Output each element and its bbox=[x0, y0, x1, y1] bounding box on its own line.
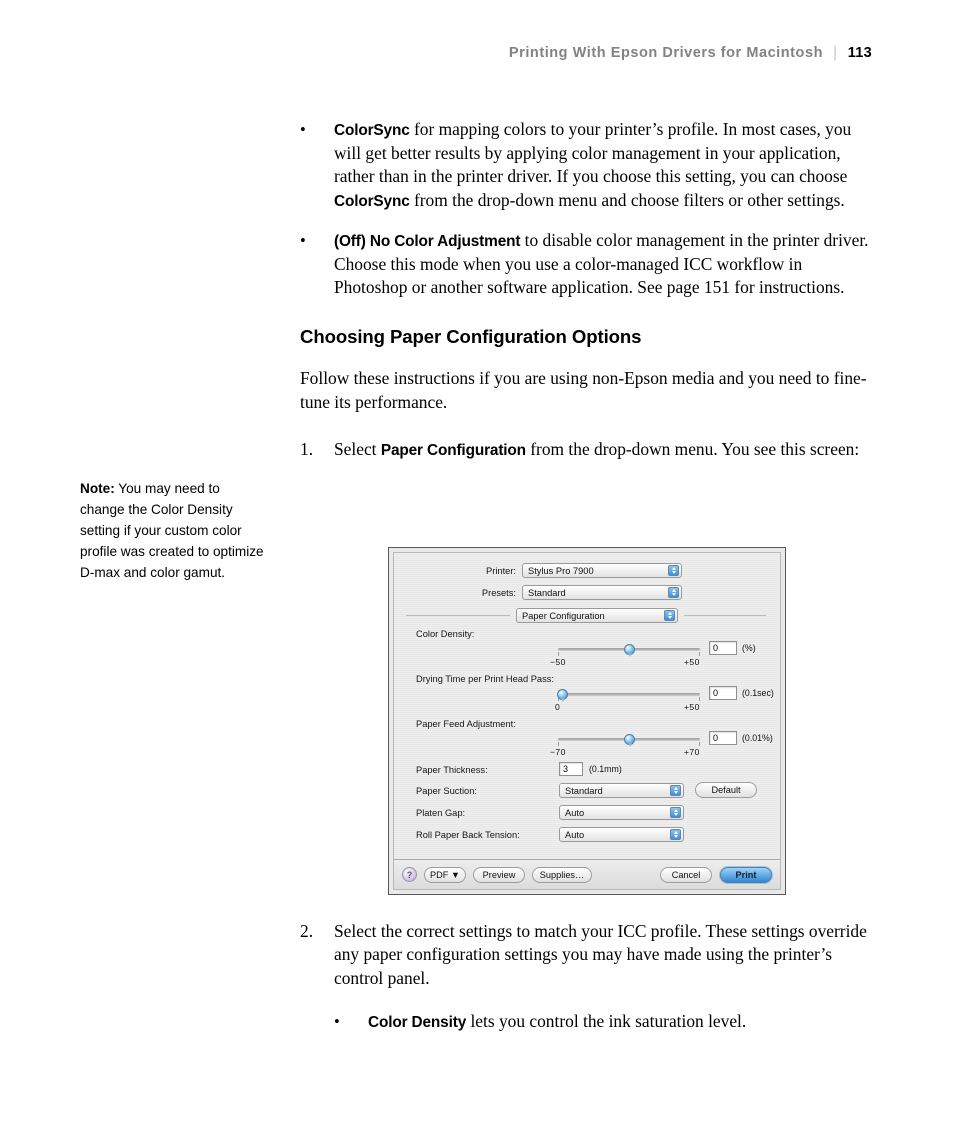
pane-select[interactable] bbox=[516, 608, 678, 623]
print-button[interactable]: Print bbox=[720, 867, 772, 883]
supplies-button[interactable]: Supplies… bbox=[532, 867, 592, 883]
roll-tension-value: Auto bbox=[565, 829, 585, 840]
paper-thickness-input[interactable] bbox=[559, 762, 583, 776]
ui-term: (Off) No Color Adjustment bbox=[334, 232, 521, 250]
bullet-text-body: to disable color management in the printer driver. Choose this mode when you use a color-managed ICC workflow in Photoshop or another software application. See page 151 for instructions. bbox=[334, 229, 869, 298]
list-item bbox=[300, 118, 878, 213]
slider-tick-min bbox=[558, 742, 559, 746]
print-dialog-body bbox=[394, 553, 780, 859]
platen-gap-label: Platen Gap: bbox=[416, 808, 466, 818]
paper-suction-label: Paper Suction: bbox=[416, 786, 477, 796]
chevron-updown-icon bbox=[668, 565, 679, 576]
step-number: 2. bbox=[300, 921, 314, 941]
section-heading: Choosing Paper Configuration Options bbox=[300, 326, 642, 348]
step-text-before: Select bbox=[334, 439, 381, 460]
presets-select-value: Standard bbox=[528, 587, 566, 598]
roll-tension-select[interactable] bbox=[559, 827, 684, 842]
step-text: Select the correct settings to match your ICC profile. These settings override any paper configuration settings you may have made using the printer’s control panel. bbox=[334, 921, 867, 988]
paper-suction-value: Standard bbox=[565, 785, 603, 796]
numbered-step-1 bbox=[300, 438, 878, 462]
footer-left-buttons bbox=[402, 867, 592, 883]
bullet-marker: • bbox=[300, 230, 306, 250]
numbered-step-2 bbox=[300, 920, 878, 990]
chevron-updown-icon bbox=[670, 829, 681, 840]
printer-row bbox=[412, 563, 764, 578]
main-content-column-lower bbox=[300, 920, 878, 1035]
top-bullet-list bbox=[300, 118, 878, 299]
printer-label: Printer: bbox=[486, 565, 516, 576]
paper-suction-select[interactable] bbox=[559, 783, 684, 798]
page-running-header bbox=[509, 44, 872, 62]
drying-time-value: 0 bbox=[713, 688, 719, 698]
step-number: 1. bbox=[300, 439, 314, 460]
bullet-text-body: lets you control the ink saturation level. bbox=[466, 1011, 747, 1032]
step-text bbox=[334, 438, 878, 462]
divider-right bbox=[684, 615, 766, 616]
ui-term: Color Density bbox=[368, 1014, 467, 1032]
pane-select-value: Paper Configuration bbox=[522, 610, 605, 621]
drying-time-slider[interactable] bbox=[558, 688, 700, 702]
presets-select[interactable] bbox=[522, 585, 682, 600]
color-density-min-label: −50 bbox=[550, 657, 566, 667]
bullet-text-tail: from the drop-down menu and choose filters or other settings. bbox=[409, 189, 845, 210]
platen-gap-value: Auto bbox=[565, 807, 585, 818]
bullet-text bbox=[334, 229, 878, 300]
help-icon[interactable]: ? bbox=[402, 867, 417, 882]
drying-time-min-label: 0 bbox=[555, 702, 561, 712]
footer-right-buttons bbox=[660, 867, 772, 883]
paper-feed-value: 0 bbox=[713, 733, 719, 743]
divider-left bbox=[406, 615, 510, 616]
color-density-unit: (%) bbox=[742, 643, 756, 653]
ui-term: ColorSync bbox=[334, 122, 410, 139]
paper-feed-min-label: −70 bbox=[550, 747, 566, 757]
color-density-max-label: +50 bbox=[684, 657, 700, 667]
drying-time-unit: (0.1sec) bbox=[742, 688, 774, 698]
print-dialog-window bbox=[393, 552, 781, 890]
slider-tick-max bbox=[699, 742, 700, 746]
chevron-updown-icon bbox=[668, 587, 679, 598]
bullet-marker: • bbox=[300, 120, 306, 139]
bullet-text bbox=[334, 118, 878, 213]
paper-feed-input[interactable] bbox=[709, 731, 737, 745]
slider-tick-max bbox=[699, 697, 700, 701]
page-number: 113 bbox=[847, 45, 872, 61]
pdf-button[interactable]: PDF ▼ bbox=[424, 867, 466, 883]
paper-suction-default-button[interactable] bbox=[695, 782, 757, 798]
list-item bbox=[300, 1010, 878, 1034]
margin-note-text: You may need to change the Color Density setting if your custom color profile was created to optimize D-max and color gamut. bbox=[80, 481, 264, 580]
paper-feed-unit: (0.01%) bbox=[742, 733, 773, 743]
paper-feed-slider[interactable] bbox=[558, 733, 700, 747]
header-title: Printing With Epson Drivers for Macintosh bbox=[508, 45, 823, 61]
slider-thumb[interactable] bbox=[624, 734, 635, 745]
header-separator: | bbox=[832, 44, 838, 61]
slider-track bbox=[558, 693, 700, 696]
paper-feed-max-label: +70 bbox=[684, 747, 700, 757]
list-item bbox=[300, 229, 878, 300]
preview-button[interactable]: Preview bbox=[473, 867, 525, 883]
paper-thickness-unit: (0.1mm) bbox=[589, 764, 622, 774]
print-dialog-footer bbox=[394, 859, 780, 889]
main-content-column bbox=[300, 118, 878, 463]
slider-thumb[interactable] bbox=[624, 644, 635, 655]
printer-select[interactable] bbox=[522, 563, 682, 578]
presets-label: Presets: bbox=[481, 587, 516, 598]
chevron-updown-icon bbox=[664, 610, 675, 621]
drying-time-label: Drying Time per Print Head Pass: bbox=[416, 674, 554, 684]
chevron-updown-icon bbox=[670, 785, 681, 796]
color-density-input[interactable] bbox=[709, 641, 737, 655]
slider-tick-max bbox=[699, 652, 700, 656]
bullet-text bbox=[368, 1010, 878, 1034]
drying-time-max-label: +50 bbox=[684, 702, 700, 712]
bullet-marker: • bbox=[334, 1012, 340, 1032]
margin-note-label: Note: bbox=[80, 481, 115, 496]
default-button-label: Default bbox=[711, 785, 741, 795]
roll-tension-label: Roll Paper Back Tension: bbox=[416, 830, 520, 840]
paper-thickness-value: 3 bbox=[563, 764, 569, 774]
chevron-updown-icon bbox=[670, 807, 681, 818]
platen-gap-select[interactable] bbox=[559, 805, 684, 820]
bullet-text-body: for mapping colors to your printer’s profile. In most cases, you will get better results by applying color management in your application, rather than in the printer driver. If you choose this setting, you can choose bbox=[334, 119, 852, 187]
print-dialog-screenshot bbox=[388, 547, 786, 895]
slider-thumb[interactable] bbox=[557, 689, 568, 700]
color-density-label: Color Density: bbox=[416, 629, 475, 639]
drying-time-input[interactable] bbox=[709, 686, 737, 700]
presets-row bbox=[412, 585, 764, 600]
printer-select-value: Stylus Pro 7900 bbox=[528, 565, 594, 576]
ui-term: Paper Configuration bbox=[380, 442, 526, 460]
section-intro-paragraph: Follow these instructions if you are using non-Epson media and you need to fine-tune its performance. bbox=[300, 368, 867, 412]
step-text-after: from the drop-down menu. You see this screen: bbox=[525, 439, 860, 460]
cancel-button[interactable]: Cancel bbox=[660, 867, 712, 883]
margin-note bbox=[80, 478, 265, 583]
slider-tick-min bbox=[558, 652, 559, 656]
color-density-slider[interactable] bbox=[558, 643, 700, 657]
color-density-value: 0 bbox=[713, 643, 719, 653]
ui-term-secondary: ColorSync bbox=[334, 192, 410, 210]
paper-thickness-label: Paper Thickness: bbox=[416, 765, 488, 775]
paper-feed-label: Paper Feed Adjustment: bbox=[416, 719, 516, 729]
